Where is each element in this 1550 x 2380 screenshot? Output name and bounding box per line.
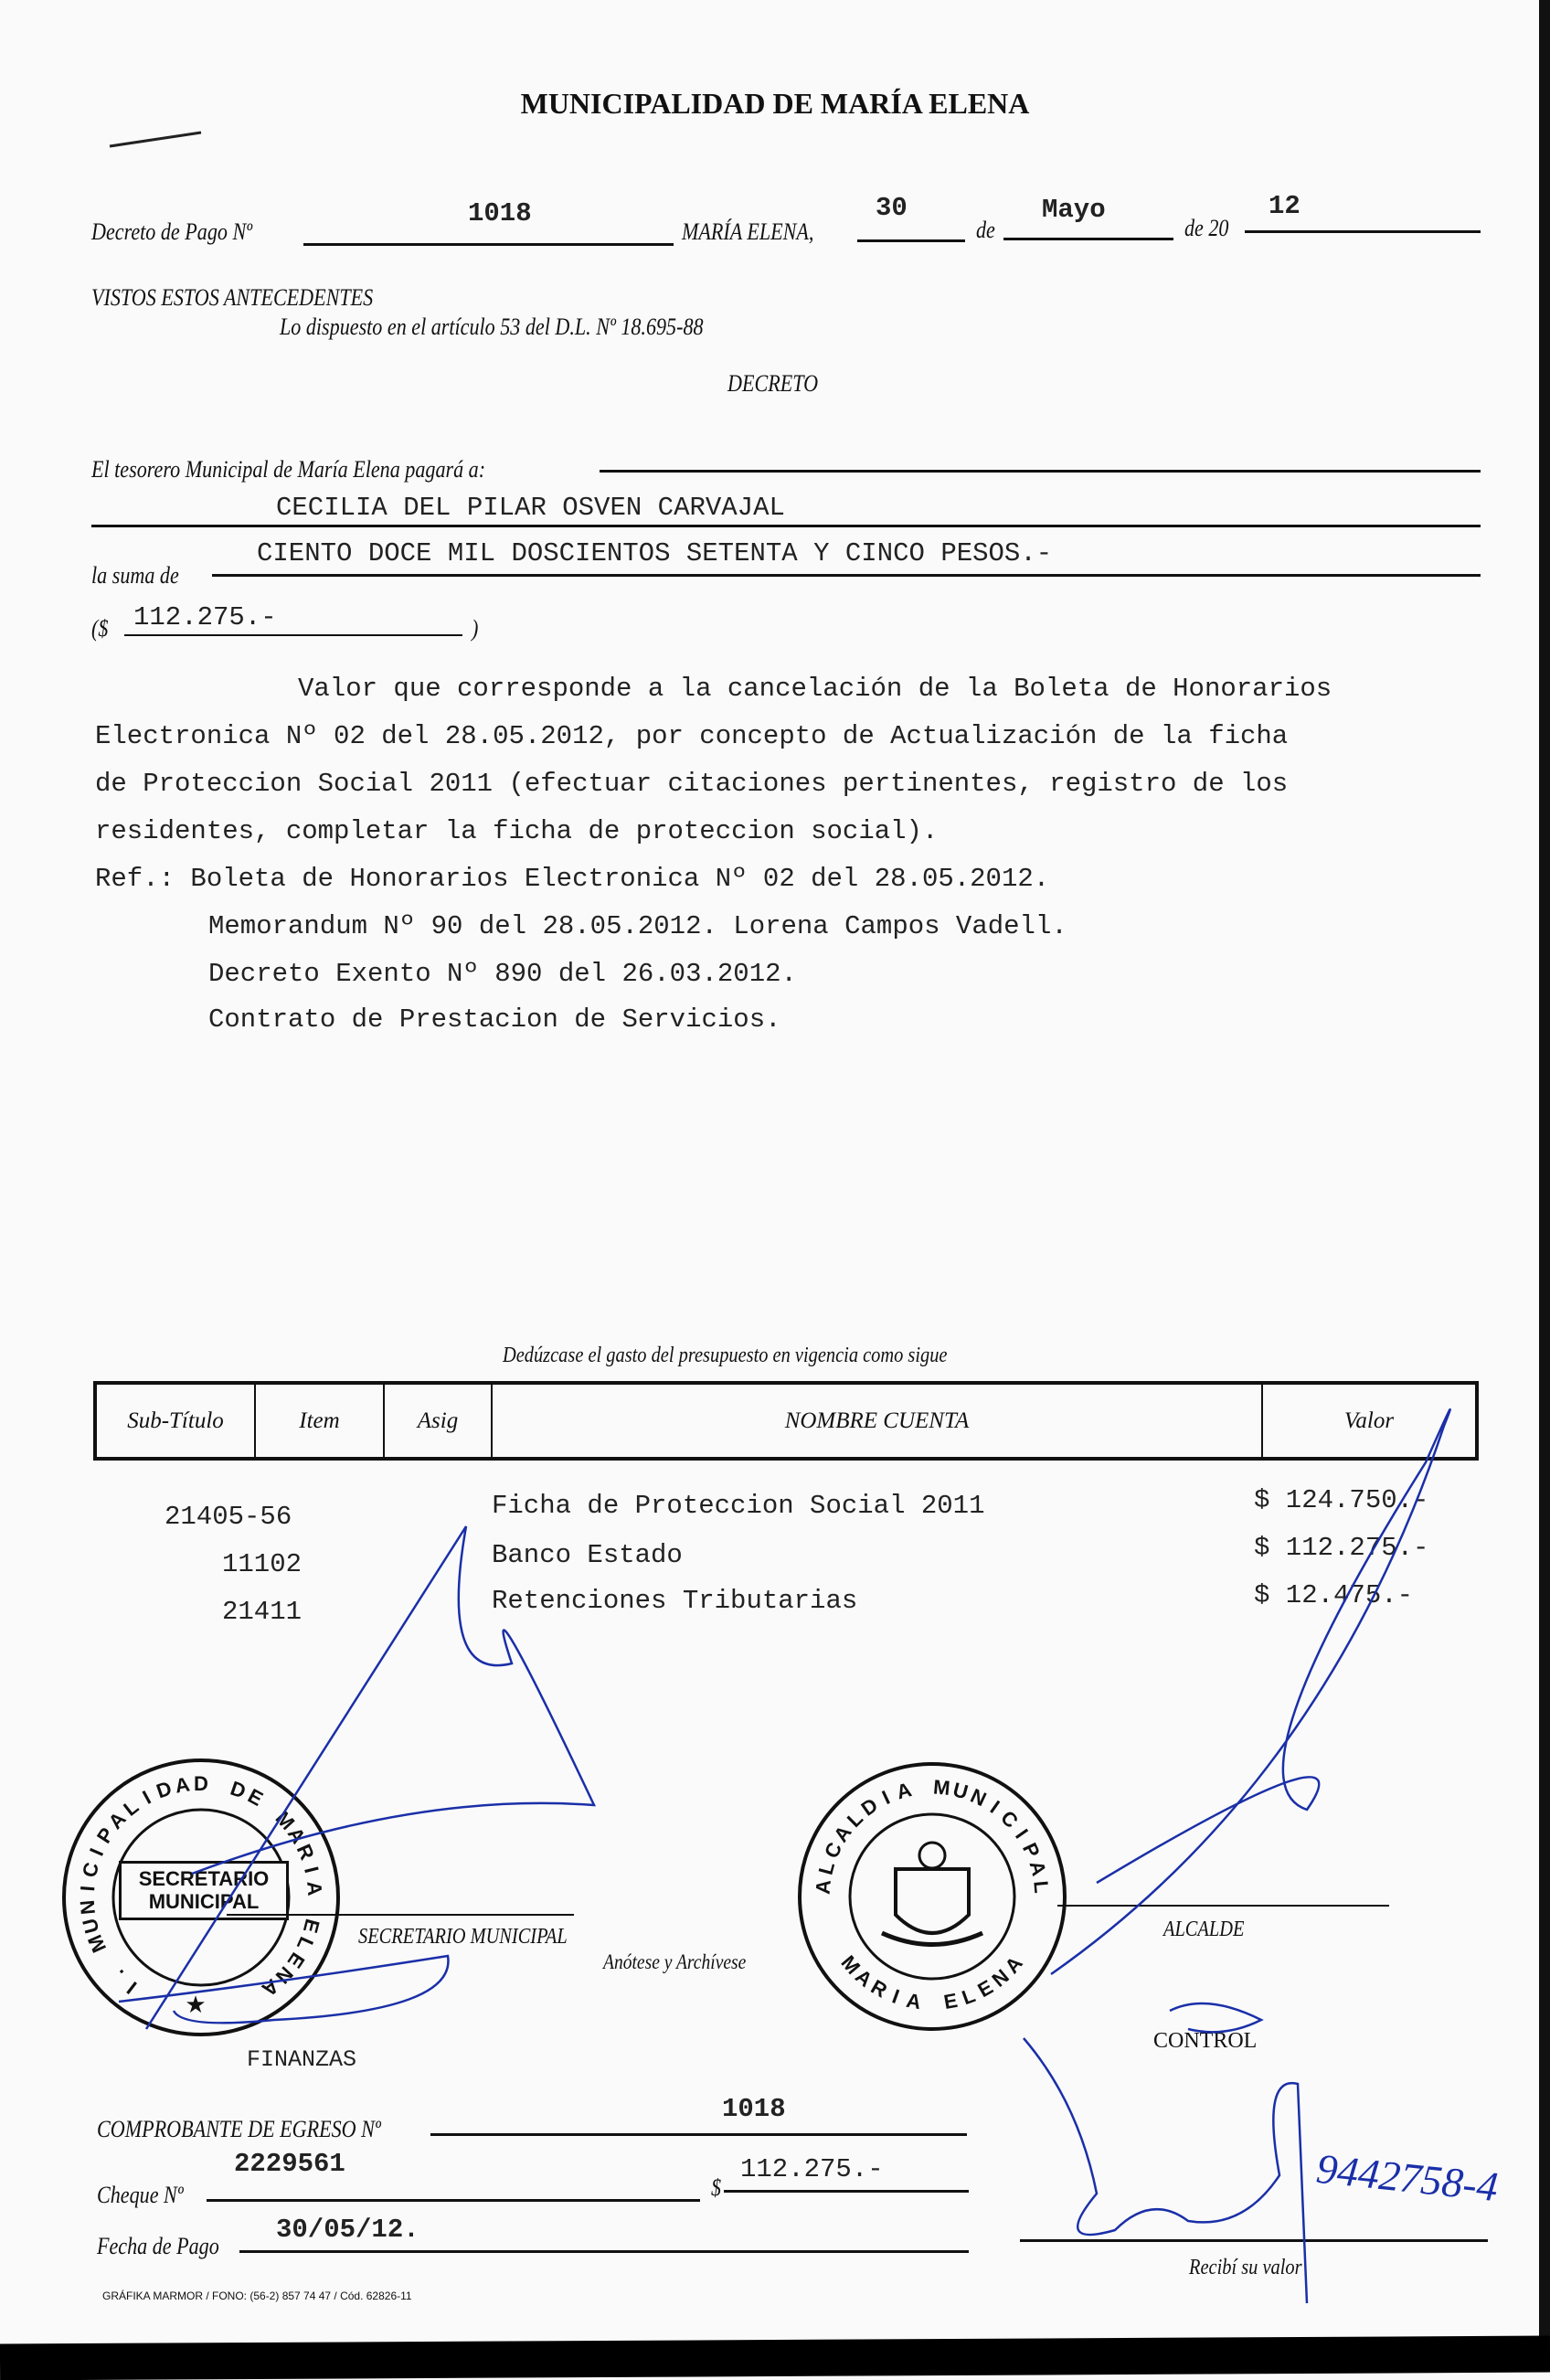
stamp-letter: C [78,1860,104,1880]
payee-line [600,470,1481,473]
alcaldia-stamp [795,1759,1069,2034]
cheque-line [207,2199,700,2202]
stamp-letter: A [282,1822,311,1848]
row-value: $ 12.475.- [1254,1580,1414,1610]
day-line [857,239,965,242]
stamp-letter: C [819,1838,847,1862]
stamp-letter: I [878,1785,894,1810]
stamp-letter: U [950,1778,971,1804]
stamp-letter: R [866,1974,891,2003]
fecha-line [239,2250,969,2253]
de-label: de [976,217,995,243]
stamp-letter: I [300,1864,324,1875]
stamp-letter: I [138,1785,155,1809]
figure-line [124,634,462,636]
stamp-letter: L [842,1806,868,1833]
stamp-letter: E [941,1988,960,2014]
stamp-letter: N [967,1783,991,1812]
stamp-letter: P [91,1823,119,1848]
stamp-letter: L [292,1933,319,1954]
stamp-inner-text: SECRETARIO MUNICIPAL [119,1861,289,1920]
payee-name: CECILIA DEL PILAR OSVEN CARVAJAL [276,493,785,523]
cheque-dollar: $ [711,2174,722,2201]
stamp-letter: I [1011,1824,1034,1843]
vistos-text: Lo dispuesto en el artículo 53 del D.L. Nº 18.695-88 [280,313,704,340]
stamp-letter: A [1000,1951,1027,1978]
stamp-letter: D [194,1771,208,1795]
row-account: Retenciones Tributarias [492,1586,858,1616]
stamp-letter: L [119,1794,143,1821]
fecha-value: 30/05/12. [276,2215,419,2245]
budget-table-header [93,1381,1479,1461]
stamp-letter: . [107,1965,128,1985]
vistos-heading: VISTOS ESTOS ANTECEDENTES [91,284,374,311]
stamp-letter: A [303,1880,327,1897]
amount-line [212,574,1481,577]
body-line: Electronica Nº 02 del 28.05.2012, por concepto de Actualización de la ficha [95,721,1289,751]
star-icon: ★ [185,1992,207,2018]
handwritten-rut: 9442758-4 [1313,2144,1501,2211]
printer-footer: GRÁFIKA MARMOR / FONO: (56-2) 857 74 47 / Cód. 62826-11 [102,2290,412,2302]
cheque-label: Cheque Nº [97,2182,184,2208]
row-account: Ficha de Proteccion Social 2011 [492,1491,985,1521]
budget-caption: Dedúzcase el gasto del presupuesto en vigencia como sigue [503,1344,948,1367]
stamp-letter: N [75,1898,100,1916]
cheque-number: 2229561 [234,2149,345,2179]
stamp-letter: P [1017,1839,1045,1862]
stamp-letter: N [987,1964,1014,1992]
recibi-label: Recibí su valor [1189,2256,1302,2279]
header-item: Item [256,1385,385,1457]
body-line: de Proteccion Social 2011 (efectuar citaciones pertinentes, registro de los [95,769,1289,799]
stamp-letter: U [78,1916,104,1937]
stamp-letter: L [1029,1879,1054,1895]
decreto-number: 1018 [468,198,532,228]
stamp-letter: E [282,1948,310,1972]
stamp-letter: D [153,1776,175,1803]
stamp-letter: L [959,1983,979,2010]
header-valor: Valor [1343,1408,1395,1433]
decreto-heading: DECRETO [727,370,819,397]
decreto-label: Decreto de Pago Nº [91,218,253,245]
stamp-letter: I [889,1984,903,2009]
stamp-letter: A [1024,1858,1051,1878]
stamp-letter: A [103,1807,131,1834]
comprobante-number: 1018 [722,2094,786,2124]
row-code: 11102 [222,1549,303,1579]
amount-close: ) [472,615,479,642]
secretario-sign-line [227,1914,574,1916]
header-subtitulo: Sub-Título [97,1385,256,1457]
recibi-line [1020,2239,1488,2242]
finanzas-label: FINANZAS [247,2046,357,2073]
body-line: Valor que corresponde a la cancelación de la Boleta de Honorarios [298,674,1332,704]
stamp-letter: C [996,1805,1024,1833]
amount-figure: 112.275.- [133,602,277,632]
stamp-letter: E [973,1975,997,2003]
amount-label: la suma de [91,562,179,589]
year-value: 12 [1269,191,1301,221]
fecha-label: Fecha de Pago [97,2233,219,2259]
amount-words: CIENTO DOCE MIL DOSCIENTOS SETENTA Y CINCO PESOS.- [257,538,1053,568]
control-label: CONTROL [1153,2029,1258,2053]
stamp-letter: A [851,1964,877,1992]
stamp-letter: A [173,1772,192,1798]
stamp-letter: M [271,1806,300,1834]
city-label: MARÍA ELENA, [682,218,814,245]
month-line [1003,238,1173,240]
stamp-letter: A [894,1778,914,1804]
comprobante-label: COMPROBANTE DE EGRESO Nº [97,2116,381,2142]
row-value: $ 124.750.- [1254,1485,1429,1515]
stamp-letter: A [811,1878,835,1896]
decreto-line [303,243,674,246]
stamp-letter: I [76,1885,100,1893]
day-value: 30 [876,193,908,223]
amount-line [724,2190,969,2193]
stamp-letter: I [985,1795,1004,1818]
anotese-label: Anótese y Archívese [603,1950,747,1973]
year-label: de 20 [1184,215,1229,241]
row-code: 21411 [222,1597,303,1627]
month-value: Mayo [1042,195,1106,225]
coat-of-arms-icon [882,1843,982,1945]
stamp-ring-lettering [812,1775,1054,2013]
scan-edge [0,2336,1550,2380]
stamp-letter: I [84,1844,109,1860]
stamp-letter: E [298,1916,324,1936]
comprobante-line [430,2133,967,2136]
amount-open: ($ [91,615,109,642]
reference-line: Ref.: Boleta de Honorarios Electronica Nº 02 del 28.05.2012. [95,864,1050,894]
stamp-letter: E [244,1783,267,1811]
year-line [1245,230,1481,233]
stamp-letter: I [122,1977,142,1999]
stamp-letter: D [227,1776,249,1803]
stamp-letter: L [813,1859,840,1877]
stamp-letter: D [856,1793,883,1821]
cheque-amount: 112.275.- [740,2154,884,2184]
stamp-letter: N [271,1961,298,1989]
stamp-letter: A [258,1974,283,2002]
page-title: MUNICIPALIDAD DE MARÍA ELENA [520,87,1030,120]
reference-line: Decreto Exento Nº 890 del 26.03.2012. [208,959,797,989]
name-line [91,525,1481,527]
stamp-letter: M [932,1775,951,1800]
alcalde-sign-line [1057,1905,1389,1907]
stamp-letter: M [836,1950,865,1979]
body-line: residentes, completar la ficha de proteccion social). [95,816,939,846]
row-value: $ 112.275.- [1254,1533,1429,1563]
scan-edge [1539,0,1550,2370]
stamp-letter: A [904,1988,923,2014]
secretario-label: SECRETARIO MUNICIPAL [358,1925,568,1949]
reference-line: Memorandum Nº 90 del 28.05.2012. Lorena Campos Vadell. [208,911,1067,941]
alcalde-label: ALCALDE [1163,1918,1245,1941]
row-code: 21405-56 [165,1502,292,1532]
row-account: Banco Estado [492,1540,683,1570]
stamp-letter: A [829,1821,856,1847]
header-nombre-cuenta: NOMBRE CUENTA [493,1385,1263,1457]
stamp-letter: M [82,1931,111,1957]
header-asig: Asig [385,1385,493,1457]
reference-line: Contrato de Prestacion de Servicios. [208,1004,781,1035]
payee-label: El tesorero Municipal de María Elena pagará a: [91,456,486,483]
stamp-letter: R [292,1841,319,1864]
